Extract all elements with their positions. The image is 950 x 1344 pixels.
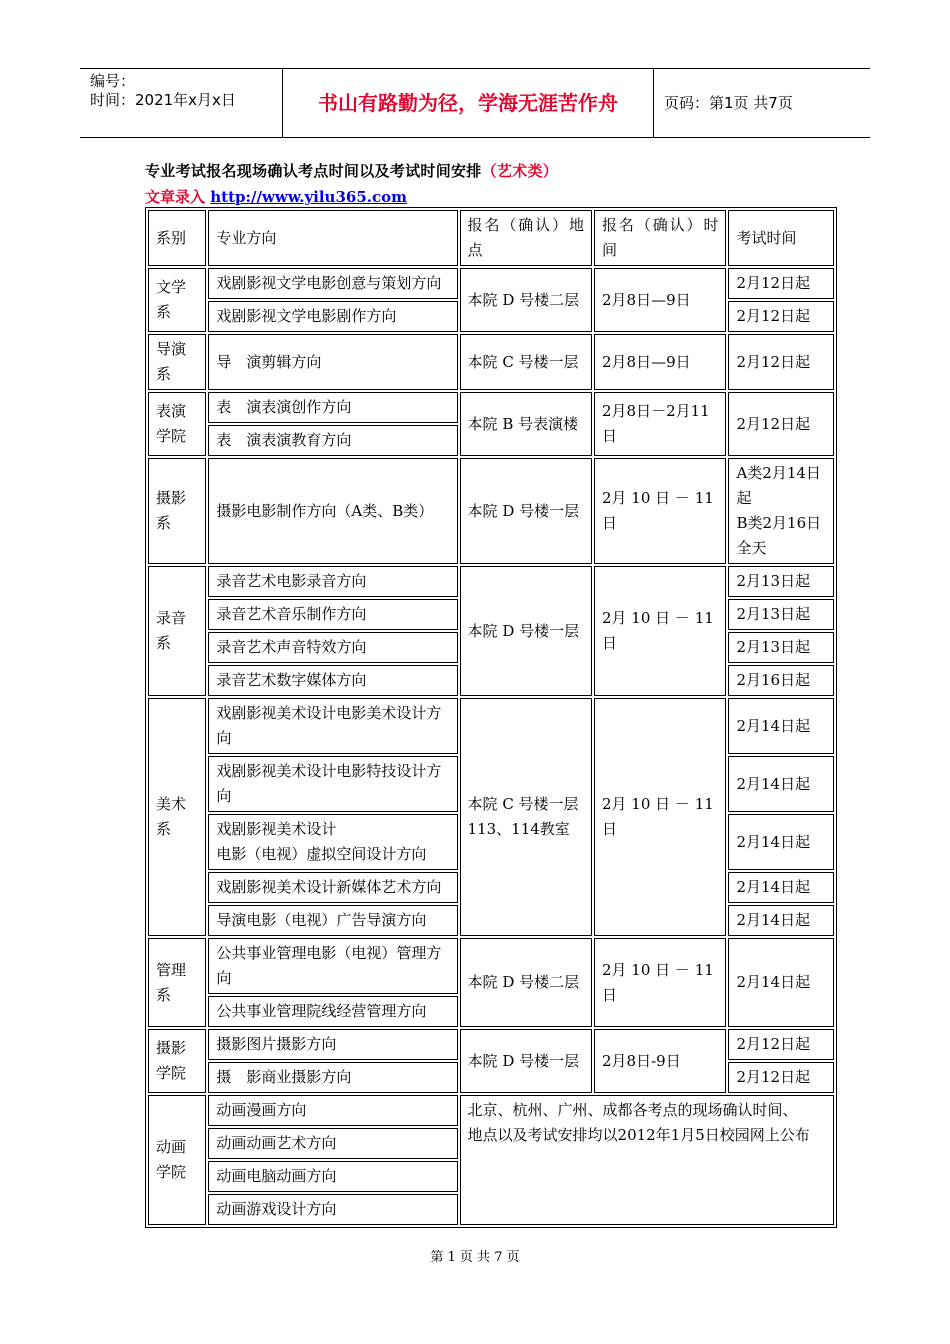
exam-time-b: B类2月16日全天 [736,514,822,557]
exam-time-cell: 2月14日起 [728,814,834,870]
table-row [148,698,834,754]
source-label: 文章录入 [145,188,206,206]
table-row [148,458,834,564]
major-cell: 录音艺术声音特效方向 [208,632,457,663]
note-line: 北京、杭州、广州、成都各考点的现场确认时间、 [467,1101,798,1119]
table-header-row [148,210,834,266]
place-cell: 本院 D 号楼一层 [460,458,592,564]
page-footer: 第 1 页 共 7 页 [430,1250,520,1265]
major-cell: 表 演表演教育方向 [208,425,457,456]
place-cell: 本院 B 号表演楼 [460,392,592,456]
dept-cell: 美术系 [148,698,206,936]
dept-cell: 管理系 [148,938,206,1027]
exam-time-cell: 2月12日起 [728,301,834,332]
place-cell [460,698,592,936]
major-cell: 摄影图片摄影方向 [208,1029,457,1060]
table-row [148,392,834,423]
exam-time-cell: 2月14日起 [728,938,834,1027]
exam-time-cell: 2月12日起 [728,1062,834,1093]
exam-time-cell: 2月14日起 [728,905,834,936]
header-page-label: 页码：第1页 共7页 [664,94,793,112]
major-cell: 戏剧影视美术设计电影美术设计方向 [208,698,457,754]
dept-cell: 动画学院 [148,1095,206,1225]
header-cell: 系别 [148,210,206,266]
table-row [148,938,834,994]
schedule-table [145,207,837,1228]
place-line: 本院 C 号楼一层 [467,795,579,813]
signup-time-cell: 2月8日－2月11日 [594,392,726,456]
number-label: 编号： [90,72,136,90]
page-header [80,68,870,138]
major-cell [208,814,457,870]
exam-time-cell: 2月14日起 [728,872,834,903]
major-cell: 动画漫画方向 [208,1095,457,1126]
place-cell: 本院 D 号楼二层 [460,268,592,332]
major-cell: 表 演表演创作方向 [208,392,457,423]
dept-cell: 文学系 [148,268,206,332]
major-cell: 戏剧影视文学电影剧作方向 [208,301,457,332]
place-line: 113、114教室 [467,820,570,838]
major-cell: 摄影电影制作方向（A类、B类） [208,458,457,564]
header-cell: 报名（确认）时 间 [594,210,726,266]
exam-time-cell: 2月12日起 [728,392,834,456]
signup-time-cell: 2月 10 日 － 11日 [594,458,726,564]
dept-cell: 导演系 [148,334,206,390]
major-cell: 导演电影（电视）广告导演方向 [208,905,457,936]
exam-time-cell: 2月13日起 [728,599,834,630]
exam-time-cell: 2月12日起 [728,268,834,299]
header-motto: 书山有路勤为径，学海无涯苦作舟 [282,69,654,137]
major-cell: 录音艺术数字媒体方向 [208,665,457,696]
exam-time-cell: 2月13日起 [728,632,834,663]
table-row [148,334,834,390]
place-cell: 本院 D 号楼一层 [460,1029,592,1093]
major-line: 戏剧影视美术设计 [216,820,337,838]
header-info [80,69,282,137]
major-cell: 动画动画艺术方向 [208,1128,457,1159]
dept-cell: 表演学院 [148,392,206,456]
major-cell: 动画游戏设计方向 [208,1194,457,1225]
time-label: 时间：2021年x月x日 [90,91,236,109]
major-cell: 动画电脑动画方向 [208,1161,457,1192]
dept-cell: 摄影学院 [148,1029,206,1093]
major-cell: 公共事业管理院线经营管理方向 [208,996,457,1027]
table-row [148,1095,834,1126]
exam-time-cell: 2月16日起 [728,665,834,696]
note-cell [460,1095,834,1225]
table-row [148,268,834,299]
exam-time-cell: 2月14日起 [728,756,834,812]
major-cell: 录音艺术电影录音方向 [208,566,457,597]
major-cell: 戏剧影视美术设计电影特技设计方向 [208,756,457,812]
exam-time-cell [728,458,834,564]
exam-time-cell: 2月12日起 [728,1029,834,1060]
header-cell: 考试时间 [728,210,834,266]
table-row [148,566,834,597]
signup-time-cell: 2月 10 日 － 11日 [594,698,726,936]
dept-cell: 摄影系 [148,458,206,564]
exam-time-cell: 2月13日起 [728,566,834,597]
place-cell: 本院 D 号楼二层 [460,938,592,1027]
signup-time-cell: 2月 10 日 － 11日 [594,938,726,1027]
signup-time-cell: 2月8日—9日 [594,268,726,332]
major-cell: 导 演剪辑方向 [208,334,457,390]
exam-time-cell: 2月14日起 [728,698,834,754]
major-cell: 公共事业管理电影（电视）管理方向 [208,938,457,994]
place-cell: 本院 D 号楼一层 [460,566,592,696]
major-cell: 戏剧影视文学电影创意与策划方向 [208,268,457,299]
exam-time-a: A类2月14日起 [736,464,821,507]
major-line: 电影（电视）虚拟空间设计方向 [216,845,427,863]
dept-cell: 录音系 [148,566,206,696]
header-cell: 报名（确认）地 点 [460,210,592,266]
signup-time-cell: 2月 10 日 － 11日 [594,566,726,696]
exam-time-cell: 2月12日起 [728,334,834,390]
table-row [148,1029,834,1060]
major-cell: 录音艺术音乐制作方向 [208,599,457,630]
source-link[interactable]: http://www.yilu365.com [210,188,408,206]
signup-time-cell: 2月8日-9日 [594,1029,726,1093]
note-line: 地点以及考试安排均以2012年1月5日校园网上公布 [467,1126,810,1144]
signup-time-cell: 2月8日—9日 [594,334,726,390]
source-line [145,186,407,207]
place-cell: 本院 C 号楼一层 [460,334,592,390]
header-cell: 专业方向 [208,210,457,266]
title-category: （艺术类） [481,162,559,180]
document-title [145,160,558,181]
major-cell: 戏剧影视美术设计新媒体艺术方向 [208,872,457,903]
major-cell: 摄 影商业摄影方向 [208,1062,457,1093]
title-text: 专业考试报名现场确认考点时间以及考试时间安排 [145,162,482,180]
